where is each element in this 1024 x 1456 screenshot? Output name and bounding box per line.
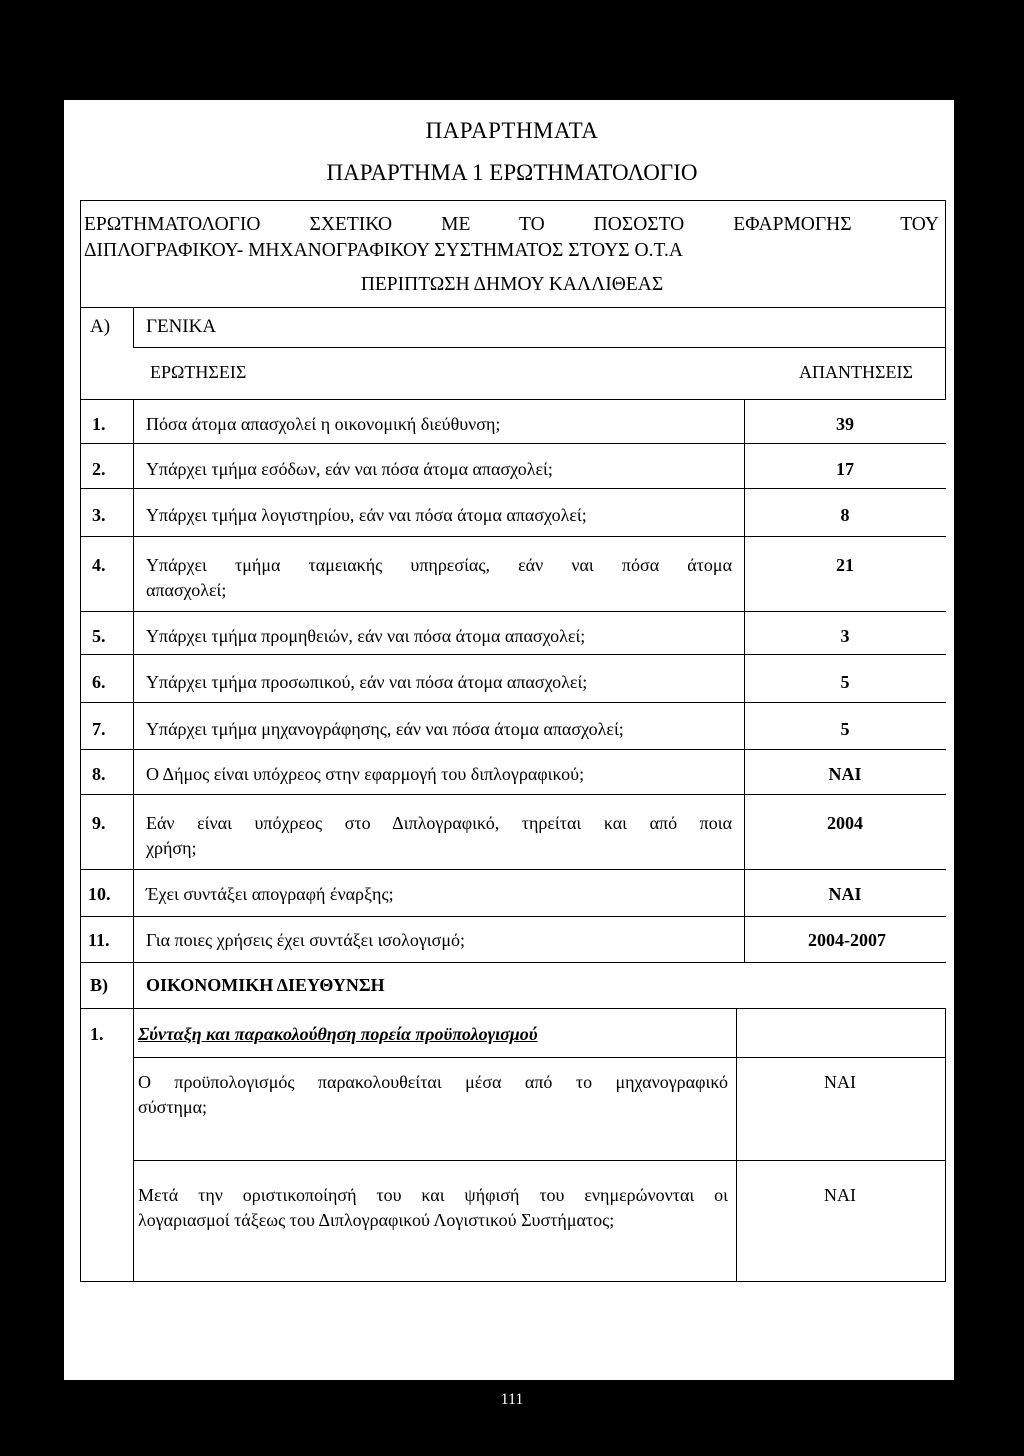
answer-value: ΝΑΙ bbox=[824, 1185, 856, 1205]
answer-value: ΝΑΙ bbox=[824, 1072, 856, 1092]
answer-value: ΝΑΙ bbox=[828, 884, 862, 904]
answer-value: 3 bbox=[840, 626, 850, 646]
row-number: 6. bbox=[92, 672, 106, 692]
question-text: Πόσα άτομα απασχολεί η οικονομική διεύθυνση; bbox=[146, 414, 501, 434]
questions-header: ΕΡΩΤΗΣΕΙΣ bbox=[150, 362, 247, 382]
questionnaire-title-line3: ΠΕΡΙΠΤΩΣΗ ΔΗΜΟΥ ΚΑΛΛΙΘΕΑΣ bbox=[360, 274, 664, 295]
section-b-title: ΟΙΚΟΝΟΜΙΚΗ ΔΙΕΥΘΥΝΣΗ bbox=[146, 975, 385, 995]
section-a-title: ΓΕΝΙΚΑ bbox=[146, 316, 217, 337]
section-a-label: Α) bbox=[90, 316, 111, 337]
question-text-line1: Ο προϋπολογισμός παρακολουθείται μέσα από το μηχανογραφικό bbox=[138, 1072, 728, 1092]
questionnaire-title-line2: ΔΙΠΛΟΓΡΑΦΙΚΟΥ- ΜΗΧΑΝΟΓΡΑΦΙΚΟΥ ΣΥΣΤΗΜΑΤΟΣ ΣΤΟΥΣ Ο.Τ.Α bbox=[84, 240, 683, 261]
row-number: 5. bbox=[92, 626, 106, 646]
question-text: Υπάρχει τμήμα λογιστηρίου, εάν ναι πόσα άτομα απασχολεί; bbox=[146, 505, 587, 525]
row-number: 9. bbox=[92, 813, 106, 833]
question-text-line1: Εάν είναι υπόχρεος στο Διπλογραφικό, τηρείται και από ποια bbox=[146, 813, 732, 833]
subsection-title: Σύνταξη και παρακολούθηση πορεία προϋπολογισμού bbox=[138, 1024, 538, 1044]
row-number: 10. bbox=[88, 884, 111, 904]
question-text: Για ποιες χρήσεις έχει συντάξει ισολογισμό; bbox=[146, 930, 465, 950]
question-text: Ο Δήμος είναι υπόχρεος στην εφαρμογή του διπλογραφικού; bbox=[146, 764, 585, 784]
answer-value: 5 bbox=[840, 672, 850, 692]
answer-value: 2004 bbox=[827, 813, 863, 833]
row-number: 4. bbox=[92, 555, 106, 575]
answers-header: ΑΠΑΝΤΗΣΕΙΣ bbox=[799, 362, 913, 382]
question-text: Υπάρχει τμήμα προσωπικού, εάν ναι πόσα άτομα απασχολεί; bbox=[146, 672, 588, 692]
answer-value: 2004-2007 bbox=[808, 930, 886, 950]
question-text: Υπάρχει τμήμα προμηθειών, εάν ναι πόσα άτομα απασχολεί; bbox=[146, 626, 586, 646]
question-text: Έχει συντάξει απογραφή έναρξης; bbox=[146, 884, 394, 904]
question-text: Υπάρχει τμήμα μηχανογράφησης, εάν ναι πόσα άτομα απασχολεί; bbox=[146, 719, 624, 739]
question-text-line2: χρήση; bbox=[146, 838, 197, 858]
question-text-line2: λογαριασμοί τάξεως του Διπλογραφικού Λογιστικού Συστήματος; bbox=[138, 1210, 615, 1230]
row-number: 1. bbox=[90, 1024, 104, 1044]
question-text: Υπάρχει τμήμα εσόδων, εάν ναι πόσα άτομα απασχολεί; bbox=[146, 459, 553, 479]
row-number: 8. bbox=[92, 764, 106, 784]
row-number: 1. bbox=[92, 414, 106, 434]
questionnaire-title-line1: ΕΡΩΤΗΜΑΤΟΛΟΓΙΟ ΣΧΕΤΙΚΟ ΜΕ ΤΟ ΠΟΣΟΣΤΟ ΕΦΑΡΜΟΓΗΣ ΤΟΥ bbox=[84, 214, 939, 235]
subheading: ΠΑΡΑΡΤΗΜΑ 1 ΕΡΩΤΗΜΑΤΟΛΟΓΙΟ bbox=[326, 160, 698, 185]
page-number: 111 bbox=[500, 1391, 524, 1408]
answer-value: 17 bbox=[836, 459, 854, 479]
row-number: 11. bbox=[88, 930, 110, 950]
answer-value: 21 bbox=[836, 555, 854, 575]
answer-value: 5 bbox=[840, 719, 850, 739]
row-number: 3. bbox=[92, 505, 106, 525]
answer-value: 8 bbox=[840, 505, 850, 525]
question-text-line1: Υπάρχει τμήμα ταμειακής υπηρεσίας, εάν ναι πόσα άτομα bbox=[146, 555, 732, 575]
answer-value: 39 bbox=[836, 414, 854, 434]
row-number: 2. bbox=[92, 459, 106, 479]
question-text-line1: Μετά την οριστικοποίησή του και ψήφισή του ενημερώνονται οι bbox=[138, 1185, 728, 1205]
section-b-label: Β) bbox=[90, 975, 108, 995]
answer-value: ΝΑΙ bbox=[828, 764, 862, 784]
question-text-line2: σύστημα; bbox=[138, 1097, 208, 1117]
heading: ΠΑΡΑΡΤΗΜΑΤΑ bbox=[425, 118, 599, 143]
question-text-line2: απασχολεί; bbox=[146, 580, 227, 600]
row-number: 7. bbox=[92, 719, 106, 739]
